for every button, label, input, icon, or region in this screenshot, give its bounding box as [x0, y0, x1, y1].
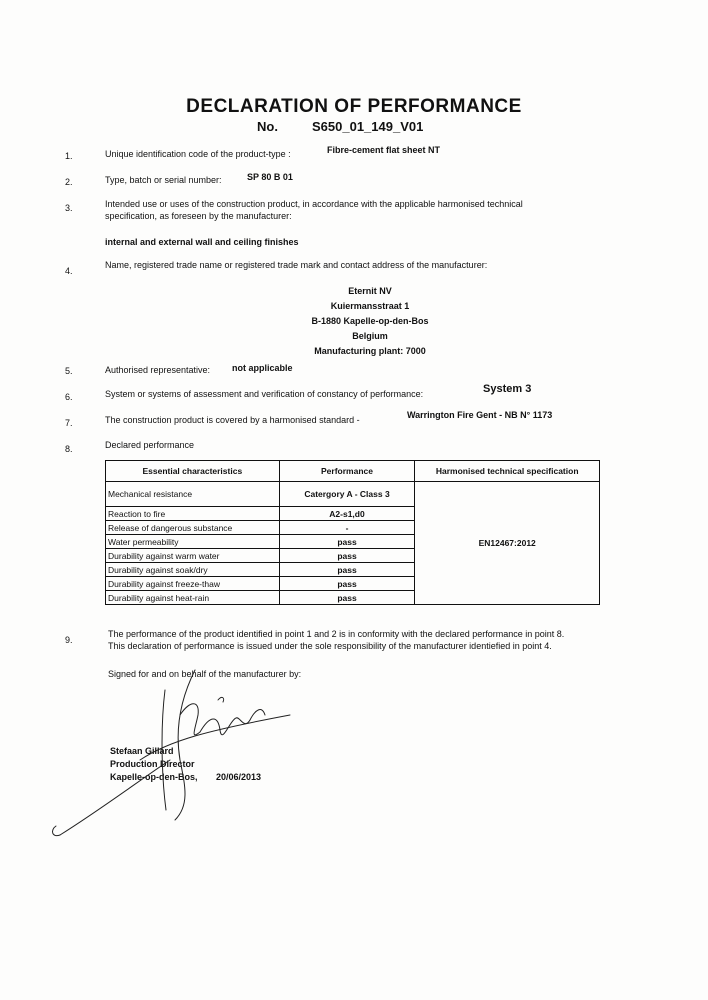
- item-8-number: 8.: [65, 444, 73, 454]
- item-6-number: 6.: [65, 392, 73, 402]
- item-8-text: Declared performance: [105, 440, 195, 450]
- item-1-text: Unique identification code of the product-type :: [105, 149, 291, 159]
- column-header-performance: Performance: [279, 461, 415, 482]
- manufacturer-name: Eternit NV: [348, 286, 392, 296]
- characteristic-cell: Durability against warm water: [106, 549, 280, 563]
- column-header-characteristics: Essential characteristics: [106, 461, 280, 482]
- performance-table: [105, 460, 600, 605]
- performance-cell: pass: [279, 577, 415, 591]
- performance-cell: pass: [279, 563, 415, 577]
- table-header-row: [106, 461, 600, 482]
- item-3-value: internal and external wall and ceiling finishes: [105, 237, 299, 247]
- item-7-text: The construction product is covered by a harmonised standard -: [105, 415, 360, 425]
- specification-cell: EN12467:2012: [415, 482, 600, 605]
- manufacturer-street: Kuiermansstraat 1: [330, 301, 410, 311]
- item-2-number: 2.: [65, 177, 73, 187]
- manufacturer-plant: Manufacturing plant: 7000: [314, 346, 426, 356]
- signature-intro: Signed for and on behalf of the manufacturer by:: [108, 669, 302, 679]
- signatory-role: Production Director: [110, 759, 195, 769]
- signatory-name: Stefaan Gillard: [110, 746, 174, 756]
- item-5-value: not applicable: [232, 363, 293, 373]
- item-9-number: 9.: [65, 635, 73, 645]
- characteristic-cell: Water permeability: [106, 535, 280, 549]
- item-5-text: Authorised representative:: [105, 365, 211, 375]
- performance-cell: pass: [279, 535, 415, 549]
- characteristic-cell: Durability against heat-rain: [106, 591, 280, 605]
- item-9-line-1: The performance of the product identified in point 1 and 2 is in conformity with the declared performance in point 8.: [108, 629, 565, 639]
- item-4-number: 4.: [65, 266, 73, 276]
- characteristic-cell: Durability against freeze-thaw: [106, 577, 280, 591]
- item-6-text: System or systems of assessment and verification of constancy of performance:: [105, 389, 424, 399]
- item-3-line-2: specification, as foreseen by the manufacturer:: [105, 211, 292, 221]
- performance-cell: pass: [279, 549, 415, 563]
- performance-cell: Catergory A - Class 3: [279, 482, 415, 507]
- item-9-line-2: This declaration of performance is issued under the sole responsibility of the manufacturer identiefied in point 4.: [108, 641, 552, 651]
- item-3-line-1: Intended use or uses of the construction product, in accordance with the applicable harmonised technical: [105, 199, 523, 209]
- manufacturer-address: [220, 284, 520, 359]
- item-1-value: Fibre-cement flat sheet NT: [327, 145, 441, 155]
- item-5-number: 5.: [65, 366, 73, 376]
- performance-cell: -: [279, 521, 415, 535]
- performance-cell: A2-s1,d0: [279, 507, 415, 521]
- item-2-text: Type, batch or serial number:: [105, 175, 222, 185]
- performance-cell: pass: [279, 591, 415, 605]
- item-2-value: SP 80 B 01: [247, 172, 293, 182]
- item-4-text: Name, registered trade name or registered trade mark and contact address of the manufacturer:: [105, 260, 488, 270]
- item-3-number: 3.: [65, 203, 73, 213]
- item-7-value: Warrington Fire Gent - NB N° 1173: [407, 410, 553, 420]
- characteristic-cell: Mechanical resistance: [106, 482, 280, 507]
- characteristic-cell: Reaction to fire: [106, 507, 280, 521]
- signature-place: Kapelle-op-den-Bos,: [110, 772, 198, 782]
- item-6-value: System 3: [483, 383, 532, 395]
- doc-number-label: No.: [257, 119, 278, 134]
- signature-date: 20/06/2013: [216, 772, 262, 782]
- item-7-number: 7.: [65, 418, 73, 428]
- doc-number-value: S650_01_149_V01: [312, 119, 424, 134]
- table-row: [106, 482, 600, 507]
- item-1-number: 1.: [65, 151, 73, 161]
- column-header-specification: Harmonised technical specification: [415, 461, 600, 482]
- manufacturer-city: B-1880 Kapelle-op-den-Bos: [311, 316, 429, 326]
- characteristic-cell: Durability against soak/dry: [106, 563, 280, 577]
- manufacturer-country: Belgium: [352, 331, 388, 341]
- characteristic-cell: Release of dangerous substance: [106, 521, 280, 535]
- document-title: DECLARATION OF PERFORMANCE: [186, 96, 522, 117]
- handwritten-signature: [40, 660, 320, 850]
